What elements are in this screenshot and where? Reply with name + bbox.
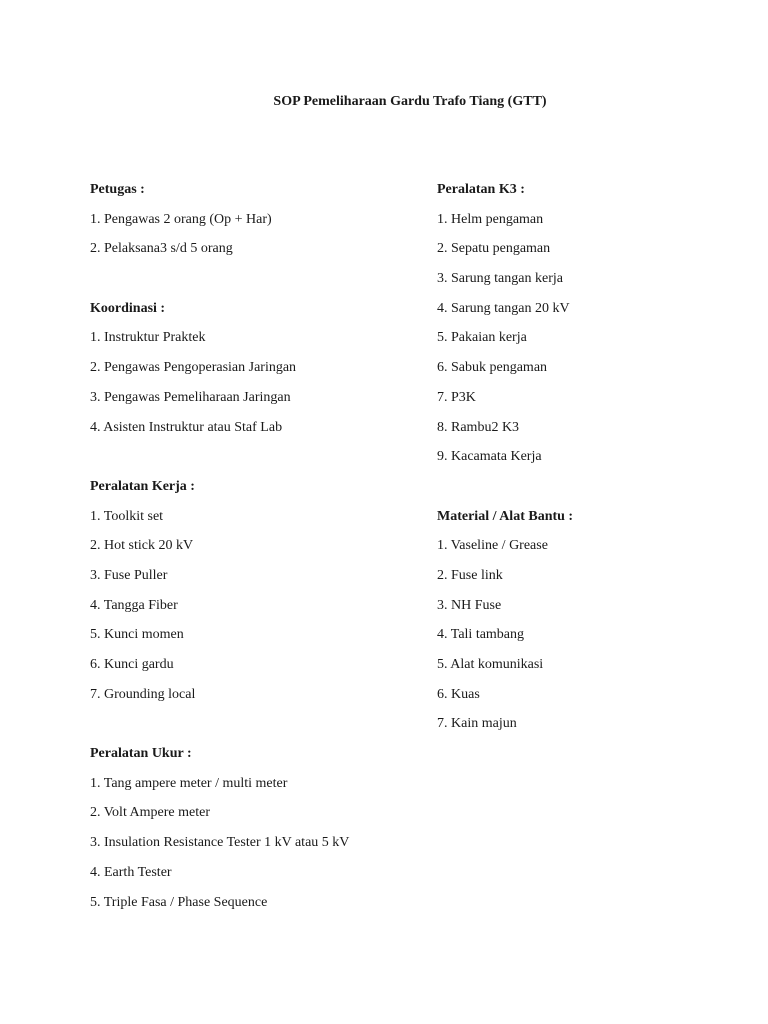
material-item: 6. Kuas — [437, 686, 480, 702]
material-item: 1. Vaseline / Grease — [437, 538, 548, 554]
peralatan-kerja-item: 2. Hot stick 20 kV — [90, 538, 194, 554]
koordinasi-item: 3. Pengawas Pemeliharaan Jaringan — [90, 389, 291, 405]
material-item: 5. Alat komunikasi — [437, 657, 544, 672]
koordinasi-item: 1. Instruktur Praktek — [90, 330, 206, 346]
peralatan-k3-item: 2. Sepatu pengaman — [437, 241, 551, 257]
peralatan-kerja-item: 7. Grounding local — [90, 686, 196, 702]
peralatan-ukur-item: 4. Earth Tester — [90, 864, 172, 880]
peralatan-k3-item: 9. Kacamata Kerja — [437, 449, 542, 465]
peralatan-k3-item: 7. P3K — [437, 389, 476, 405]
spacer — [90, 714, 349, 744]
material-item: 4. Tali tambang — [437, 627, 525, 643]
peralatan-ukur-item: 5. Triple Fasa / Phase Sequence — [90, 894, 268, 910]
peralatan-kerja-item: 5. Kunci momen — [90, 627, 184, 643]
peralatan-kerja-item: 3. Fuse Puller — [90, 567, 168, 583]
peralatan-k3-item: 8. Rambu2 K3 — [437, 419, 520, 435]
spacer — [90, 447, 349, 477]
petugas-heading: Petugas : — [90, 182, 145, 197]
peralatan-ukur-heading: Peralatan Ukur : — [90, 746, 192, 762]
material-item: 3. NH Fuse — [437, 597, 502, 613]
peralatan-k3-item: 4. Sarung tangan 20 kV — [437, 300, 570, 316]
koordinasi-item: 4. Asisten Instruktur atau Staf Lab — [90, 419, 283, 435]
koordinasi-heading: Koordinasi : — [90, 300, 166, 316]
peralatan-k3-item: 6. Sabuk pengaman — [437, 360, 548, 376]
petugas-item: 2. Pelaksana3 s/d 5 orang — [90, 241, 233, 257]
peralatan-ukur-item: 2. Volt Ampere meter — [90, 805, 211, 821]
material-item: 7. Kain majun — [437, 716, 517, 732]
peralatan-k3-heading: Peralatan K3 : — [437, 182, 525, 197]
peralatan-k3-item: 5. Pakaian kerja — [437, 330, 527, 346]
right-column — [437, 180, 573, 744]
material-item: 2. Fuse link — [437, 567, 503, 583]
spacer — [90, 269, 349, 299]
spacer — [437, 477, 573, 507]
peralatan-k3-item: 1. Helm pengaman — [437, 211, 544, 227]
peralatan-kerja-item: 1. Toolkit set — [90, 508, 164, 524]
material-heading: Material / Alat Bantu : — [437, 508, 574, 524]
peralatan-kerja-heading: Peralatan Kerja : — [90, 478, 195, 494]
document-title: SOP Pemeliharaan Gardu Trafo Tiang (GTT) — [273, 94, 547, 109]
peralatan-kerja-item: 4. Tangga Fiber — [90, 597, 178, 613]
peralatan-ukur-item: 3. Insulation Resistance Tester 1 kV atau 5 kV — [90, 835, 350, 851]
petugas-item: 1. Pengawas 2 orang (Op + Har) — [90, 211, 272, 227]
peralatan-kerja-item: 6. Kunci gardu — [90, 657, 174, 672]
peralatan-k3-item: 3. Sarung tangan kerja — [437, 271, 563, 287]
left-column — [90, 180, 349, 922]
koordinasi-item: 2. Pengawas Pengoperasian Jaringan — [90, 360, 297, 376]
peralatan-ukur-item: 1. Tang ampere meter / multi meter — [90, 775, 288, 791]
